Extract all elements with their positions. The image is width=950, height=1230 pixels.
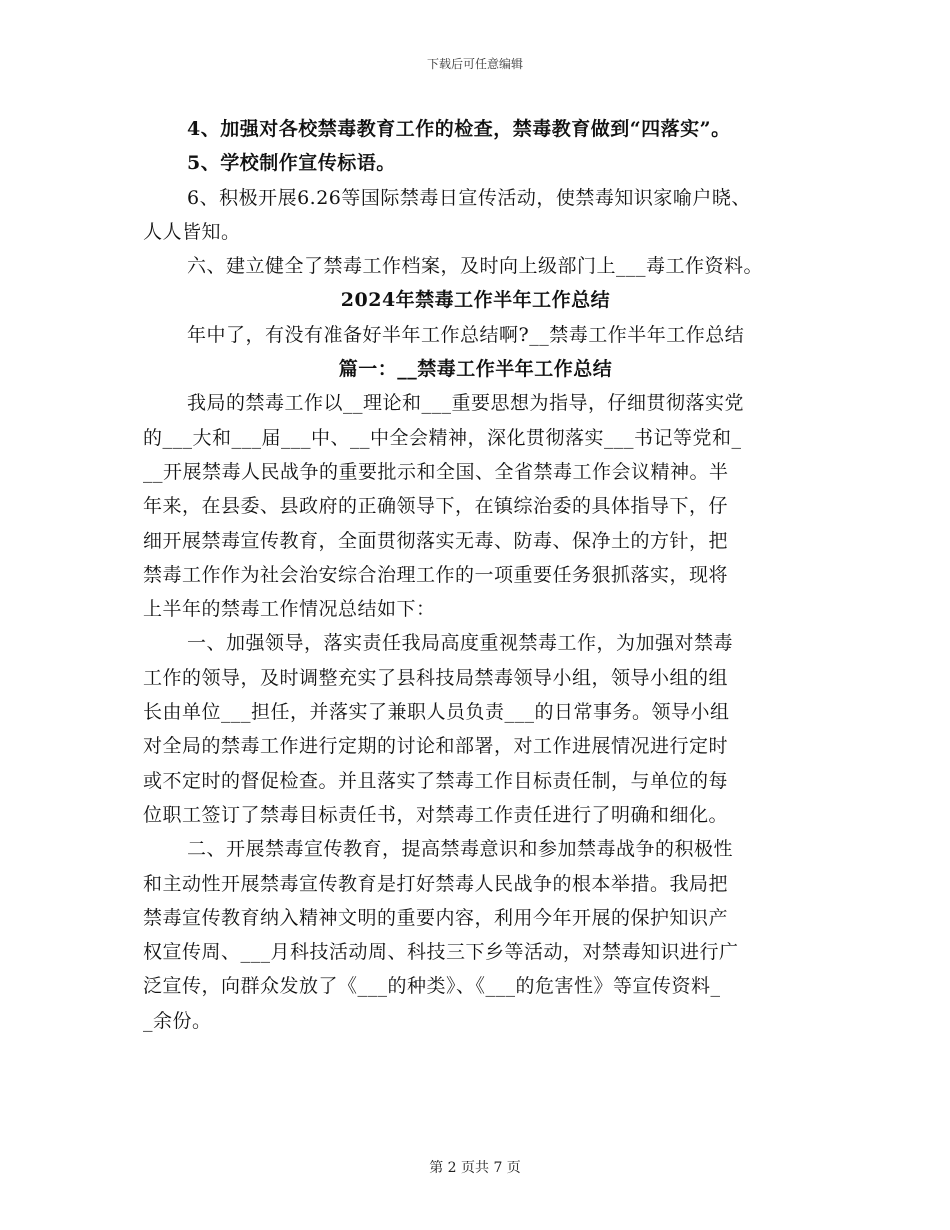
text-line: 对全局的禁毒工作进行定期的讨论和部署，对工作进展情况进行定时	[143, 735, 729, 758]
text-line: 长由单位___担任，并落实了兼职人员负责___的日常事务。领导小组	[143, 701, 730, 724]
text-line: 权宣传周、___月科技活动周、科技三下乡等活动，对禁毒知识进行广	[143, 941, 739, 964]
text-line: 或不定时的督促检查。并且落实了禁毒工作目标责任制，与单位的每	[143, 769, 729, 792]
page-footer: 第 2 页共 7 页	[429, 1160, 521, 1176]
text-line: 和主动性开展禁毒宣传教育是打好禁毒人民战争的根本举措。我局把	[143, 872, 729, 895]
text-line: 禁毒宣传教育纳入精神文明的重要内容，利用今年开展的保护知识产	[143, 906, 729, 929]
text-line: 年来，在县委、县政府的正确领导下，在镇综治委的具体指导下，仔	[143, 495, 729, 518]
list-item-6: 6、积极开展6.26等国际禁毒日宣传活动，使禁毒知识家喻户晓、	[187, 186, 751, 209]
text-line: 上半年的禁毒工作情况总结如下：	[143, 598, 436, 621]
text-line: 禁毒工作作为社会治安综合治理工作的一项重要任务狠抓落实，现将	[143, 563, 729, 586]
section-two: 二、开展禁毒宣传教育，提高禁毒意识和参加禁毒战争的积极性	[187, 838, 734, 861]
document-body	[143, 112, 808, 1038]
document-title: 2024年禁毒工作半年工作总结	[340, 289, 611, 312]
text-line: 细开展禁毒宣传教育，全面贯彻落实无毒、防毒、保净土的方针，把	[143, 529, 729, 552]
text-line: 人人皆知。	[143, 220, 241, 243]
text-line: _余份。	[143, 1009, 212, 1032]
list-item-4: 4、加强对各校禁毒教育工作的检查，禁毒教育做到“四落实”。	[187, 118, 731, 140]
text-line: 的___大和___届___中、__中全会精神，深化贯彻落实___书记等党和_	[143, 426, 742, 449]
page-header: 下载后可任意编辑	[426, 57, 523, 71]
text-line: 位职工签订了禁毒目标责任书，对禁毒工作责任进行了明确和细化。	[143, 803, 729, 826]
section-six: 六、建立健全了禁毒工作档案，及时向上级部门上___毒工作资料。	[187, 255, 764, 278]
text-line: 泛宣传，向群众发放了《___的种类》、《___的危害性》等宣传资料_	[143, 975, 721, 998]
text-line: 工作的领导，及时调整充实了县科技局禁毒领导小组，领导小组的组	[143, 666, 729, 689]
text-line: 我局的禁毒工作以__理论和___重要思想为指导，仔细贯彻落实党	[187, 392, 745, 415]
text-line: __开展禁毒人民战争的重要批示和全国、全省禁毒工作会议精神。半	[143, 460, 729, 483]
section-one: 一、加强领导，落实责任我局高度重视禁毒工作，为加强对禁毒	[187, 632, 734, 655]
chapter-heading: 篇一：__禁毒工作半年工作总结	[338, 358, 613, 381]
list-item-5: 5、学校制作宣传标语。	[187, 152, 396, 175]
intro-line: 年中了，有没有准备好半年工作总结啊?__禁毒工作半年工作总结	[187, 323, 745, 346]
